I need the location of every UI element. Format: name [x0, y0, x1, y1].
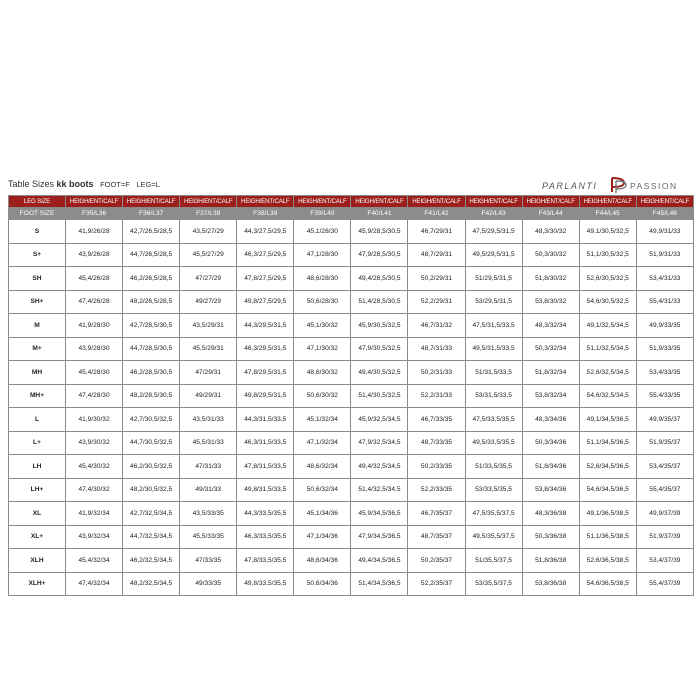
- measurement-cell: 50,6/34/36: [294, 572, 351, 596]
- foot-header-row: [9, 208, 694, 220]
- measurement-cell: 51,1/30,5/32,5: [579, 243, 636, 267]
- measurement-cell: 43,5/27/29: [180, 220, 237, 244]
- leg-header-cell: HEIGH/ENT/CALF: [237, 196, 294, 208]
- measurement-cell: 49,1/32,5/34,5: [579, 314, 636, 338]
- measurement-cell: 48,2/30,5/32,5: [123, 478, 180, 502]
- measurement-cell: 52,2/35/37: [408, 572, 465, 596]
- measurement-cell: 44,7/30,5/32,5: [123, 431, 180, 455]
- measurement-cell: 50,6/30/32: [294, 384, 351, 408]
- foot-size-header-cell: F39/L40: [294, 208, 351, 220]
- measurement-cell: 49,5/35,5/37,5: [465, 525, 522, 549]
- measurement-cell: 53,4/33/35: [636, 361, 693, 385]
- foot-size-header-cell: F45/L46: [636, 208, 693, 220]
- measurement-cell: 53,8/30/32: [522, 290, 579, 314]
- measurement-cell: 43,9/30/32: [66, 431, 123, 455]
- measurement-cell: 47,4/32/34: [66, 572, 123, 596]
- foot-size-header-cell: F35/L36: [66, 208, 123, 220]
- measurement-cell: 43,9/28/30: [66, 337, 123, 361]
- foot-size-header-cell: F40/L41: [351, 208, 408, 220]
- measurement-cell: 47/31/33: [180, 455, 237, 479]
- leg-size-cell: M: [9, 314, 66, 338]
- measurement-cell: 50,6/28/30: [294, 290, 351, 314]
- size-table: [8, 195, 694, 596]
- measurement-cell: 52,2/33/35: [408, 478, 465, 502]
- measurement-cell: 48,3/30/32: [522, 220, 579, 244]
- measurement-cell: 47,8/29,5/31,5: [237, 361, 294, 385]
- measurement-cell: 44,7/28,5/30,5: [123, 337, 180, 361]
- measurement-cell: 55,4/31/33: [636, 290, 693, 314]
- measurement-cell: 50,6/32/34: [294, 478, 351, 502]
- measurement-cell: 41,9/26/28: [66, 220, 123, 244]
- measurement-cell: 53/29,5/31,5: [465, 290, 522, 314]
- leg-header-cell: HEIGH/ENT/CALF: [522, 196, 579, 208]
- measurement-cell: 50,2/33/35: [408, 455, 465, 479]
- measurement-cell: 51,1/34,5/36,5: [579, 431, 636, 455]
- measurement-cell: 44,7/26,5/28,5: [123, 243, 180, 267]
- measurement-cell: 45,1/30/32: [294, 314, 351, 338]
- measurement-cell: 45,5/29/31: [180, 337, 237, 361]
- leg-header-cell: HEIGH/ENT/CALF: [579, 196, 636, 208]
- measurement-cell: 53,8/36/38: [522, 572, 579, 596]
- measurement-cell: 48,7/33/35: [408, 431, 465, 455]
- table-row: [9, 455, 694, 479]
- measurement-cell: 51,4/32,5/34,5: [351, 478, 408, 502]
- measurement-cell: 45,5/33/35: [180, 525, 237, 549]
- measurement-cell: 47/27/29: [180, 267, 237, 291]
- measurement-cell: 49,4/28,5/30,5: [351, 267, 408, 291]
- measurement-cell: 48,2/32,5/34,5: [123, 572, 180, 596]
- measurement-cell: 44,3/27,5/29,5: [237, 220, 294, 244]
- foot-size-header-cell: F41/L42: [408, 208, 465, 220]
- measurement-cell: 41,9/32/34: [66, 502, 123, 526]
- measurement-cell: 45,4/26/28: [66, 267, 123, 291]
- measurement-cell: 46,7/31/32: [408, 314, 465, 338]
- leg-size-cell: XL: [9, 502, 66, 526]
- measurement-cell: 47,4/26/28: [66, 290, 123, 314]
- measurement-cell: 45,4/32/34: [66, 549, 123, 573]
- measurement-cell: 55,4/37/39: [636, 572, 693, 596]
- measurement-cell: 47,5/35,5/37,5: [465, 502, 522, 526]
- measurement-cell: 49,4/32,5/34,5: [351, 455, 408, 479]
- measurement-cell: 48,3/34/36: [522, 408, 579, 432]
- page-title: [8, 179, 160, 189]
- measurement-cell: 49,9/31/33: [636, 220, 693, 244]
- measurement-cell: 46,3/31,5/33,5: [237, 431, 294, 455]
- measurement-cell: 45,9/34,5/36,5: [351, 502, 408, 526]
- measurement-cell: 50,3/30/32: [522, 243, 579, 267]
- leg-header-cell: HEIGH/ENT/CALF: [351, 196, 408, 208]
- measurement-cell: 46,2/32,5/34,5: [123, 549, 180, 573]
- measurement-cell: 50,3/34/36: [522, 431, 579, 455]
- measurement-cell: 47,9/32,5/34,5: [351, 431, 408, 455]
- measurement-cell: 51,9/35/37: [636, 431, 693, 455]
- foot-size-header-cell: F44/L45: [579, 208, 636, 220]
- measurement-cell: 47,5/31,5/33,5: [465, 314, 522, 338]
- measurement-cell: 47,1/28/30: [294, 243, 351, 267]
- measurement-cell: 49,4/30,5/32,5: [351, 361, 408, 385]
- measurement-cell: 50,3/32/34: [522, 337, 579, 361]
- measurement-cell: 52,6/36,5/38,5: [579, 549, 636, 573]
- measurement-cell: 49,4/34,5/36,5: [351, 549, 408, 573]
- table-row: [9, 267, 694, 291]
- leg-size-cell: LH: [9, 455, 66, 479]
- table-header: [8, 176, 694, 194]
- measurement-cell: 46,3/33,5/35,5: [237, 525, 294, 549]
- measurement-cell: 49,8/31,5/33,5: [237, 478, 294, 502]
- measurement-cell: 46,3/29,5/31,5: [237, 337, 294, 361]
- measurement-cell: 50,2/29/31: [408, 267, 465, 291]
- measurement-cell: 51,4/28,5/30,5: [351, 290, 408, 314]
- measurement-cell: 54,6/34,5/36,5: [579, 478, 636, 502]
- measurement-cell: 47,1/34/36: [294, 525, 351, 549]
- table-row: [9, 431, 694, 455]
- measurement-cell: 48,3/32/34: [522, 314, 579, 338]
- measurement-cell: 46,2/26,5/28,5: [123, 267, 180, 291]
- measurement-cell: 49/29/31: [180, 384, 237, 408]
- measurement-cell: 45,5/27/29: [180, 243, 237, 267]
- measurement-cell: 49,1/36,5/38,5: [579, 502, 636, 526]
- measurement-cell: 49,8/27,5/29,5: [237, 290, 294, 314]
- leg-size-cell: S+: [9, 243, 66, 267]
- measurement-cell: 45,1/28/30: [294, 220, 351, 244]
- measurement-cell: 43,5/29/31: [180, 314, 237, 338]
- measurement-cell: 51,8/36/38: [522, 549, 579, 573]
- measurement-cell: 48,3/36/38: [522, 502, 579, 526]
- measurement-cell: 49,1/30,5/32,5: [579, 220, 636, 244]
- measurement-cell: 53/35,5/37,5: [465, 572, 522, 596]
- leg-header-cell: HEIGH/ENT/CALF: [465, 196, 522, 208]
- measurement-cell: 48,7/29/31: [408, 243, 465, 267]
- measurement-cell: 51,9/31/33: [636, 243, 693, 267]
- measurement-cell: 51/35,5/37,5: [465, 549, 522, 573]
- measurement-cell: 51/31,5/33,5: [465, 361, 522, 385]
- measurement-cell: 49,8/29,5/31,5: [237, 384, 294, 408]
- measurement-cell: 51,9/33/35: [636, 337, 693, 361]
- measurement-cell: 41,9/28/30: [66, 314, 123, 338]
- measurement-cell: 49,5/29,5/31,5: [465, 243, 522, 267]
- measurement-cell: 45,9/30,5/32,5: [351, 314, 408, 338]
- measurement-cell: 50,2/35/37: [408, 549, 465, 573]
- leg-size-cell: XLH: [9, 549, 66, 573]
- measurement-cell: 49,5/33,5/35,5: [465, 431, 522, 455]
- measurement-cell: 43,9/32/34: [66, 525, 123, 549]
- leg-size-cell: XLH+: [9, 572, 66, 596]
- leg-legend: LEG=L: [136, 180, 160, 189]
- measurement-cell: 49,9/35/37: [636, 408, 693, 432]
- table-row: [9, 408, 694, 432]
- foot-size-header-cell: F42/L43: [465, 208, 522, 220]
- measurement-cell: 45,5/31/33: [180, 431, 237, 455]
- measurement-cell: 46,2/28,5/30,5: [123, 361, 180, 385]
- measurement-cell: 47,1/30/32: [294, 337, 351, 361]
- leg-header-cell: HEIGH/ENT/CALF: [180, 196, 237, 208]
- measurement-cell: 44,7/32,5/34,5: [123, 525, 180, 549]
- measurement-cell: 47/33/35: [180, 549, 237, 573]
- measurement-cell: 52,6/30,5/32,5: [579, 267, 636, 291]
- measurement-cell: 49/27/29: [180, 290, 237, 314]
- measurement-cell: 42,7/32,5/34,5: [123, 502, 180, 526]
- measurement-cell: 42,7/28,5/30,5: [123, 314, 180, 338]
- leg-header-cell: HEIGH/ENT/CALF: [66, 196, 123, 208]
- measurement-cell: 47,9/34,5/36,5: [351, 525, 408, 549]
- measurement-cell: 47,4/30/32: [66, 478, 123, 502]
- measurement-cell: 52,2/31/33: [408, 384, 465, 408]
- leg-size-cell: MH: [9, 361, 66, 385]
- measurement-cell: 53,4/37/39: [636, 549, 693, 573]
- measurement-cell: 49,5/31,5/33,5: [465, 337, 522, 361]
- measurement-cell: 52,6/32,5/34,5: [579, 361, 636, 385]
- measurement-cell: 51,8/32/34: [522, 361, 579, 385]
- measurement-cell: 49,8/33,5/35,5: [237, 572, 294, 596]
- measurement-cell: 46,7/29/31: [408, 220, 465, 244]
- measurement-cell: 55,4/33/35: [636, 384, 693, 408]
- measurement-cell: 47,9/28,5/30,5: [351, 243, 408, 267]
- measurement-cell: 46,7/35/37: [408, 502, 465, 526]
- measurement-cell: 43,5/33/35: [180, 502, 237, 526]
- leg-size-cell: XL+: [9, 525, 66, 549]
- leg-size-cell: L: [9, 408, 66, 432]
- leg-size-cell: M+: [9, 337, 66, 361]
- foot-size-header-cell: F38/L39: [237, 208, 294, 220]
- measurement-cell: 53,8/32/34: [522, 384, 579, 408]
- measurement-cell: 47,5/33,5/35,5: [465, 408, 522, 432]
- measurement-cell: 49/33/35: [180, 572, 237, 596]
- foot-size-header-cell: F36/L37: [123, 208, 180, 220]
- table-row: [9, 572, 694, 596]
- measurement-cell: 48,2/26,5/28,5: [123, 290, 180, 314]
- title-prefix: Table Sizes: [8, 179, 57, 189]
- leg-header-cell: HEIGH/ENT/CALF: [636, 196, 693, 208]
- measurement-cell: 43,9/26/28: [66, 243, 123, 267]
- measurement-cell: 53/33,5/35,5: [465, 478, 522, 502]
- leg-size-cell: LH+: [9, 478, 66, 502]
- measurement-cell: 48,2/28,5/30,5: [123, 384, 180, 408]
- leg-header-cell: HEIGH/ENT/CALF: [123, 196, 180, 208]
- foot-size-label: FOOT SIZE: [9, 208, 66, 220]
- measurement-cell: 43,5/31/33: [180, 408, 237, 432]
- measurement-cell: 48,7/35/37: [408, 525, 465, 549]
- foot-legend: FOOT=F: [100, 180, 130, 189]
- table-row: [9, 314, 694, 338]
- measurement-cell: 42,7/30,5/32,5: [123, 408, 180, 432]
- title-product: kk boots: [56, 179, 94, 189]
- measurement-cell: 54,6/36,5/38,5: [579, 572, 636, 596]
- measurement-cell: 45,1/34/36: [294, 502, 351, 526]
- measurement-cell: 51/33,5/35,5: [465, 455, 522, 479]
- measurement-cell: 45,4/28/30: [66, 361, 123, 385]
- measurement-cell: 46,2/30,5/32,5: [123, 455, 180, 479]
- measurement-cell: 49/31/33: [180, 478, 237, 502]
- measurement-cell: 44,3/33,5/35,5: [237, 502, 294, 526]
- measurement-cell: 53/31,5/33,5: [465, 384, 522, 408]
- table-row: [9, 337, 694, 361]
- measurement-cell: 53,4/31/33: [636, 267, 693, 291]
- measurement-cell: 48,7/31/33: [408, 337, 465, 361]
- leg-size-cell: S: [9, 220, 66, 244]
- measurement-cell: 47,1/32/34: [294, 431, 351, 455]
- measurement-cell: 47,9/30,5/32,5: [351, 337, 408, 361]
- measurement-cell: 44,3/31,5/33,5: [237, 408, 294, 432]
- table-row: [9, 290, 694, 314]
- measurement-cell: 42,7/26,5/28,5: [123, 220, 180, 244]
- measurement-cell: 54,6/32,5/34,5: [579, 384, 636, 408]
- measurement-cell: 51/29,5/31,5: [465, 267, 522, 291]
- measurement-cell: 49,1/34,5/36,5: [579, 408, 636, 432]
- measurement-cell: 47,4/28/30: [66, 384, 123, 408]
- brand-logo: [540, 176, 690, 194]
- foot-size-header-cell: F37/L38: [180, 208, 237, 220]
- measurement-cell: 51,9/37/39: [636, 525, 693, 549]
- measurement-cell: 48,6/32/34: [294, 455, 351, 479]
- leg-size-label: LEG SIZE: [9, 196, 66, 208]
- leg-size-cell: L+: [9, 431, 66, 455]
- measurement-cell: 46,3/27,5/29,5: [237, 243, 294, 267]
- leg-size-cell: SH: [9, 267, 66, 291]
- measurement-cell: 48,6/34/36: [294, 549, 351, 573]
- measurement-cell: 45,4/30/32: [66, 455, 123, 479]
- measurement-cell: 47,8/33,5/35,5: [237, 549, 294, 573]
- table-row: [9, 361, 694, 385]
- measurement-cell: 50,3/36/38: [522, 525, 579, 549]
- brand-left: PARLANTI: [542, 181, 598, 191]
- measurement-cell: 51,4/30,5/32,5: [351, 384, 408, 408]
- measurement-cell: 45,9/28,5/30,5: [351, 220, 408, 244]
- measurement-cell: 51,8/30/32: [522, 267, 579, 291]
- table-row: [9, 220, 694, 244]
- measurement-cell: 47,8/31,5/33,5: [237, 455, 294, 479]
- leg-size-cell: MH+: [9, 384, 66, 408]
- brand-right: PASSION: [630, 181, 678, 191]
- measurement-cell: 52,2/29/31: [408, 290, 465, 314]
- table-row: [9, 549, 694, 573]
- measurement-cell: 51,1/36,5/38,5: [579, 525, 636, 549]
- table-row: [9, 502, 694, 526]
- measurement-cell: 47,5/29,5/31,5: [465, 220, 522, 244]
- table-row: [9, 384, 694, 408]
- measurement-cell: 51,1/32,5/34,5: [579, 337, 636, 361]
- measurement-cell: 54,6/30,5/32,5: [579, 290, 636, 314]
- measurement-cell: 48,6/28/30: [294, 267, 351, 291]
- measurement-cell: 53,4/35/37: [636, 455, 693, 479]
- measurement-cell: 44,3/29,5/31,5: [237, 314, 294, 338]
- measurement-cell: 46,7/33/35: [408, 408, 465, 432]
- table-row: [9, 478, 694, 502]
- measurement-cell: 51,4/34,5/36,5: [351, 572, 408, 596]
- table-row: [9, 525, 694, 549]
- foot-size-header-cell: F43/L44: [522, 208, 579, 220]
- measurement-cell: 48,6/30/32: [294, 361, 351, 385]
- measurement-cell: 53,8/34/36: [522, 478, 579, 502]
- measurement-cell: 52,6/34,5/36,5: [579, 455, 636, 479]
- brand-mark: [612, 178, 626, 193]
- leg-header-cell: HEIGH/ENT/CALF: [294, 196, 351, 208]
- measurement-cell: 41,9/30/32: [66, 408, 123, 432]
- measurement-cell: 47/29/31: [180, 361, 237, 385]
- leg-header-cell: HEIGH/ENT/CALF: [408, 196, 465, 208]
- measurement-cell: 49,9/37/39: [636, 502, 693, 526]
- measurement-cell: 45,9/32,5/34,5: [351, 408, 408, 432]
- measurement-cell: 55,4/35/37: [636, 478, 693, 502]
- measurement-cell: 51,8/34/36: [522, 455, 579, 479]
- leg-header-row: [9, 196, 694, 208]
- measurement-cell: 50,2/31/33: [408, 361, 465, 385]
- measurement-cell: 47,8/27,5/29,5: [237, 267, 294, 291]
- table-row: [9, 243, 694, 267]
- measurement-cell: 45,1/32/34: [294, 408, 351, 432]
- measurement-cell: 49,9/33/35: [636, 314, 693, 338]
- leg-size-cell: SH+: [9, 290, 66, 314]
